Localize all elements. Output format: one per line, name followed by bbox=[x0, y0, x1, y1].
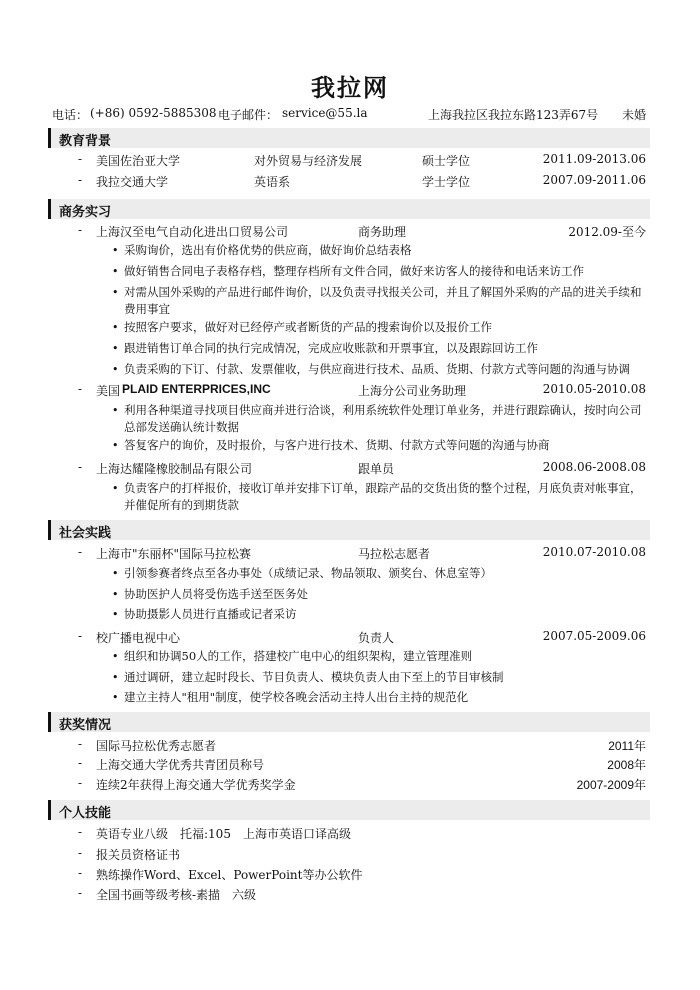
period: 2010.07-2010.08 bbox=[542, 545, 646, 559]
bullet-item: 负责采购的下订、付款、发票催收，与供应商进行技术、品质、货期、付款方式等问题的沟通与协调 bbox=[124, 362, 630, 376]
section-title: 教育背景 bbox=[59, 134, 112, 149]
company-name: 上海汉至电气自动化进出口贸易公司 bbox=[96, 225, 289, 239]
award-text: 上海交通大学优秀共青团员称号 bbox=[96, 758, 265, 772]
section-title: 社会实践 bbox=[59, 526, 112, 541]
activity-name: 校广播电视中心 bbox=[96, 631, 181, 645]
school-name: 美国佐治亚大学 bbox=[96, 154, 181, 168]
section-title: 商务实习 bbox=[59, 205, 112, 220]
resume-name: 我拉网 bbox=[311, 73, 389, 102]
skill-item: 报关员资格证书 bbox=[96, 848, 181, 862]
bullet-item: 做好销售合同电子表格存档，整理存档所有文件合同，做好来访客人的接待和电话来访工作 bbox=[124, 264, 584, 278]
degree: 学士学位 bbox=[422, 175, 471, 189]
bullet-item: 负责客户的打样报价，接收订单并安排下订单，跟踪产品的交货出货的整个过程，月底负责对帐事宜，并催促所有的到期货款 bbox=[124, 481, 642, 512]
email-address: service@55.la bbox=[282, 106, 368, 120]
bullet-item: 跟进销售订单合同的执行完成情况，完成应收账款和开票事宜，以及跟踪回访工作 bbox=[124, 341, 538, 355]
activity-name: 上海市"东丽杯"国际马拉松赛 bbox=[96, 547, 252, 561]
award-year: 2008年 bbox=[607, 758, 646, 772]
section-social-header bbox=[48, 520, 650, 540]
job-role: 商务助理 bbox=[358, 225, 407, 239]
job-role: 上海分公司业务助理 bbox=[358, 384, 467, 398]
bullet-item: 对需从国外采购的产品进行邮件询价，以及负责寻找报关公司，并且了解国外采购的产品的进关手续和费用事宜 bbox=[124, 285, 642, 316]
period: 2011.09-2013.06 bbox=[542, 152, 646, 166]
address: 上海我拉区我拉东路123弄67号 bbox=[428, 108, 599, 122]
bullet-item: 利用各种渠道寻找项目供应商并进行洽谈，利用系统软件处理订单业务，并进行跟踪确认，按时向公司总部发送确认统计数据 bbox=[124, 403, 642, 434]
major: 英语系 bbox=[254, 175, 291, 189]
bullet-item: 通过调研，建立起时段长、节目负责人、模块负责人由下至上的节目审核制 bbox=[124, 670, 504, 684]
phone-label: 电话： bbox=[52, 108, 89, 122]
degree: 硕士学位 bbox=[422, 154, 471, 168]
company-name: PLAID ENTERPRICES,INC bbox=[122, 382, 271, 396]
phone-number: (+86) 0592-5885308 bbox=[90, 106, 217, 120]
award-text: 连续2年获得上海交通大学优秀奖学金 bbox=[96, 778, 296, 792]
period: 2008.06-2008.08 bbox=[542, 460, 646, 474]
section-title: 个人技能 bbox=[59, 806, 112, 821]
award-year: 2011年 bbox=[608, 739, 646, 753]
section-title: 获奖情况 bbox=[59, 718, 112, 733]
section-education-header bbox=[48, 128, 650, 148]
activity-role: 马拉松志愿者 bbox=[358, 547, 431, 561]
skill-item: 英语专业八级 托福:105 上海市英语口译高级 bbox=[96, 827, 351, 841]
bullet-item: 引领参赛者终点至各办事处（成绩记录、物品领取、颁奖台、休息室等） bbox=[124, 566, 492, 580]
section-awards-header bbox=[48, 712, 650, 732]
section-skills-header bbox=[48, 800, 650, 820]
bullet-item: 协助医护人员将受伤选手送至医务处 bbox=[124, 587, 308, 601]
period: 2012.09-至今 bbox=[568, 225, 646, 239]
award-year: 2007-2009年 bbox=[576, 778, 646, 792]
section-internship-header bbox=[48, 199, 650, 219]
bullet-item: 协助摄影人员进行直播或记者采访 bbox=[124, 607, 297, 621]
period: 2007.09-2011.06 bbox=[542, 173, 646, 187]
email-label: 电子邮件： bbox=[218, 108, 279, 122]
period: 2010.05-2010.08 bbox=[542, 382, 646, 396]
skill-item: 全国书画等级考核-素描 六级 bbox=[96, 888, 257, 902]
job-role: 跟单员 bbox=[358, 462, 395, 476]
marital-status: 未婚 bbox=[622, 108, 647, 122]
bullet-item: 答复客户的询价，及时报价，与客户进行技术、货期、付款方式等问题的沟通与协商 bbox=[124, 438, 550, 452]
company-name: 上海达耀隆橡胶制品有限公司 bbox=[96, 462, 253, 476]
bullet-item: 按照客户要求，做好对已经停产或者断货的产品的搜索询价以及报价工作 bbox=[124, 320, 492, 334]
activity-role: 负责人 bbox=[358, 631, 395, 645]
skill-item: 熟练操作Word、Excel、PowerPoint等办公软件 bbox=[96, 868, 363, 882]
bullet-item: 采购询价，选出有价格优势的供应商，做好询价总结表格 bbox=[124, 243, 412, 257]
award-text: 国际马拉松优秀志愿者 bbox=[96, 739, 217, 753]
company-prefix: 美国 bbox=[96, 384, 121, 398]
major: 对外贸易与经济发展 bbox=[254, 154, 363, 168]
bullet-item: 组织和协调50人的工作，搭建校广电中心的组织架构，建立管理准则 bbox=[124, 649, 473, 663]
bullet-item: 建立主持人"租用"制度，使学校各晚会活动主持人出台主持的规范化 bbox=[124, 690, 469, 704]
school-name: 我拉交通大学 bbox=[96, 175, 169, 189]
period: 2007.05-2009.06 bbox=[542, 629, 646, 643]
